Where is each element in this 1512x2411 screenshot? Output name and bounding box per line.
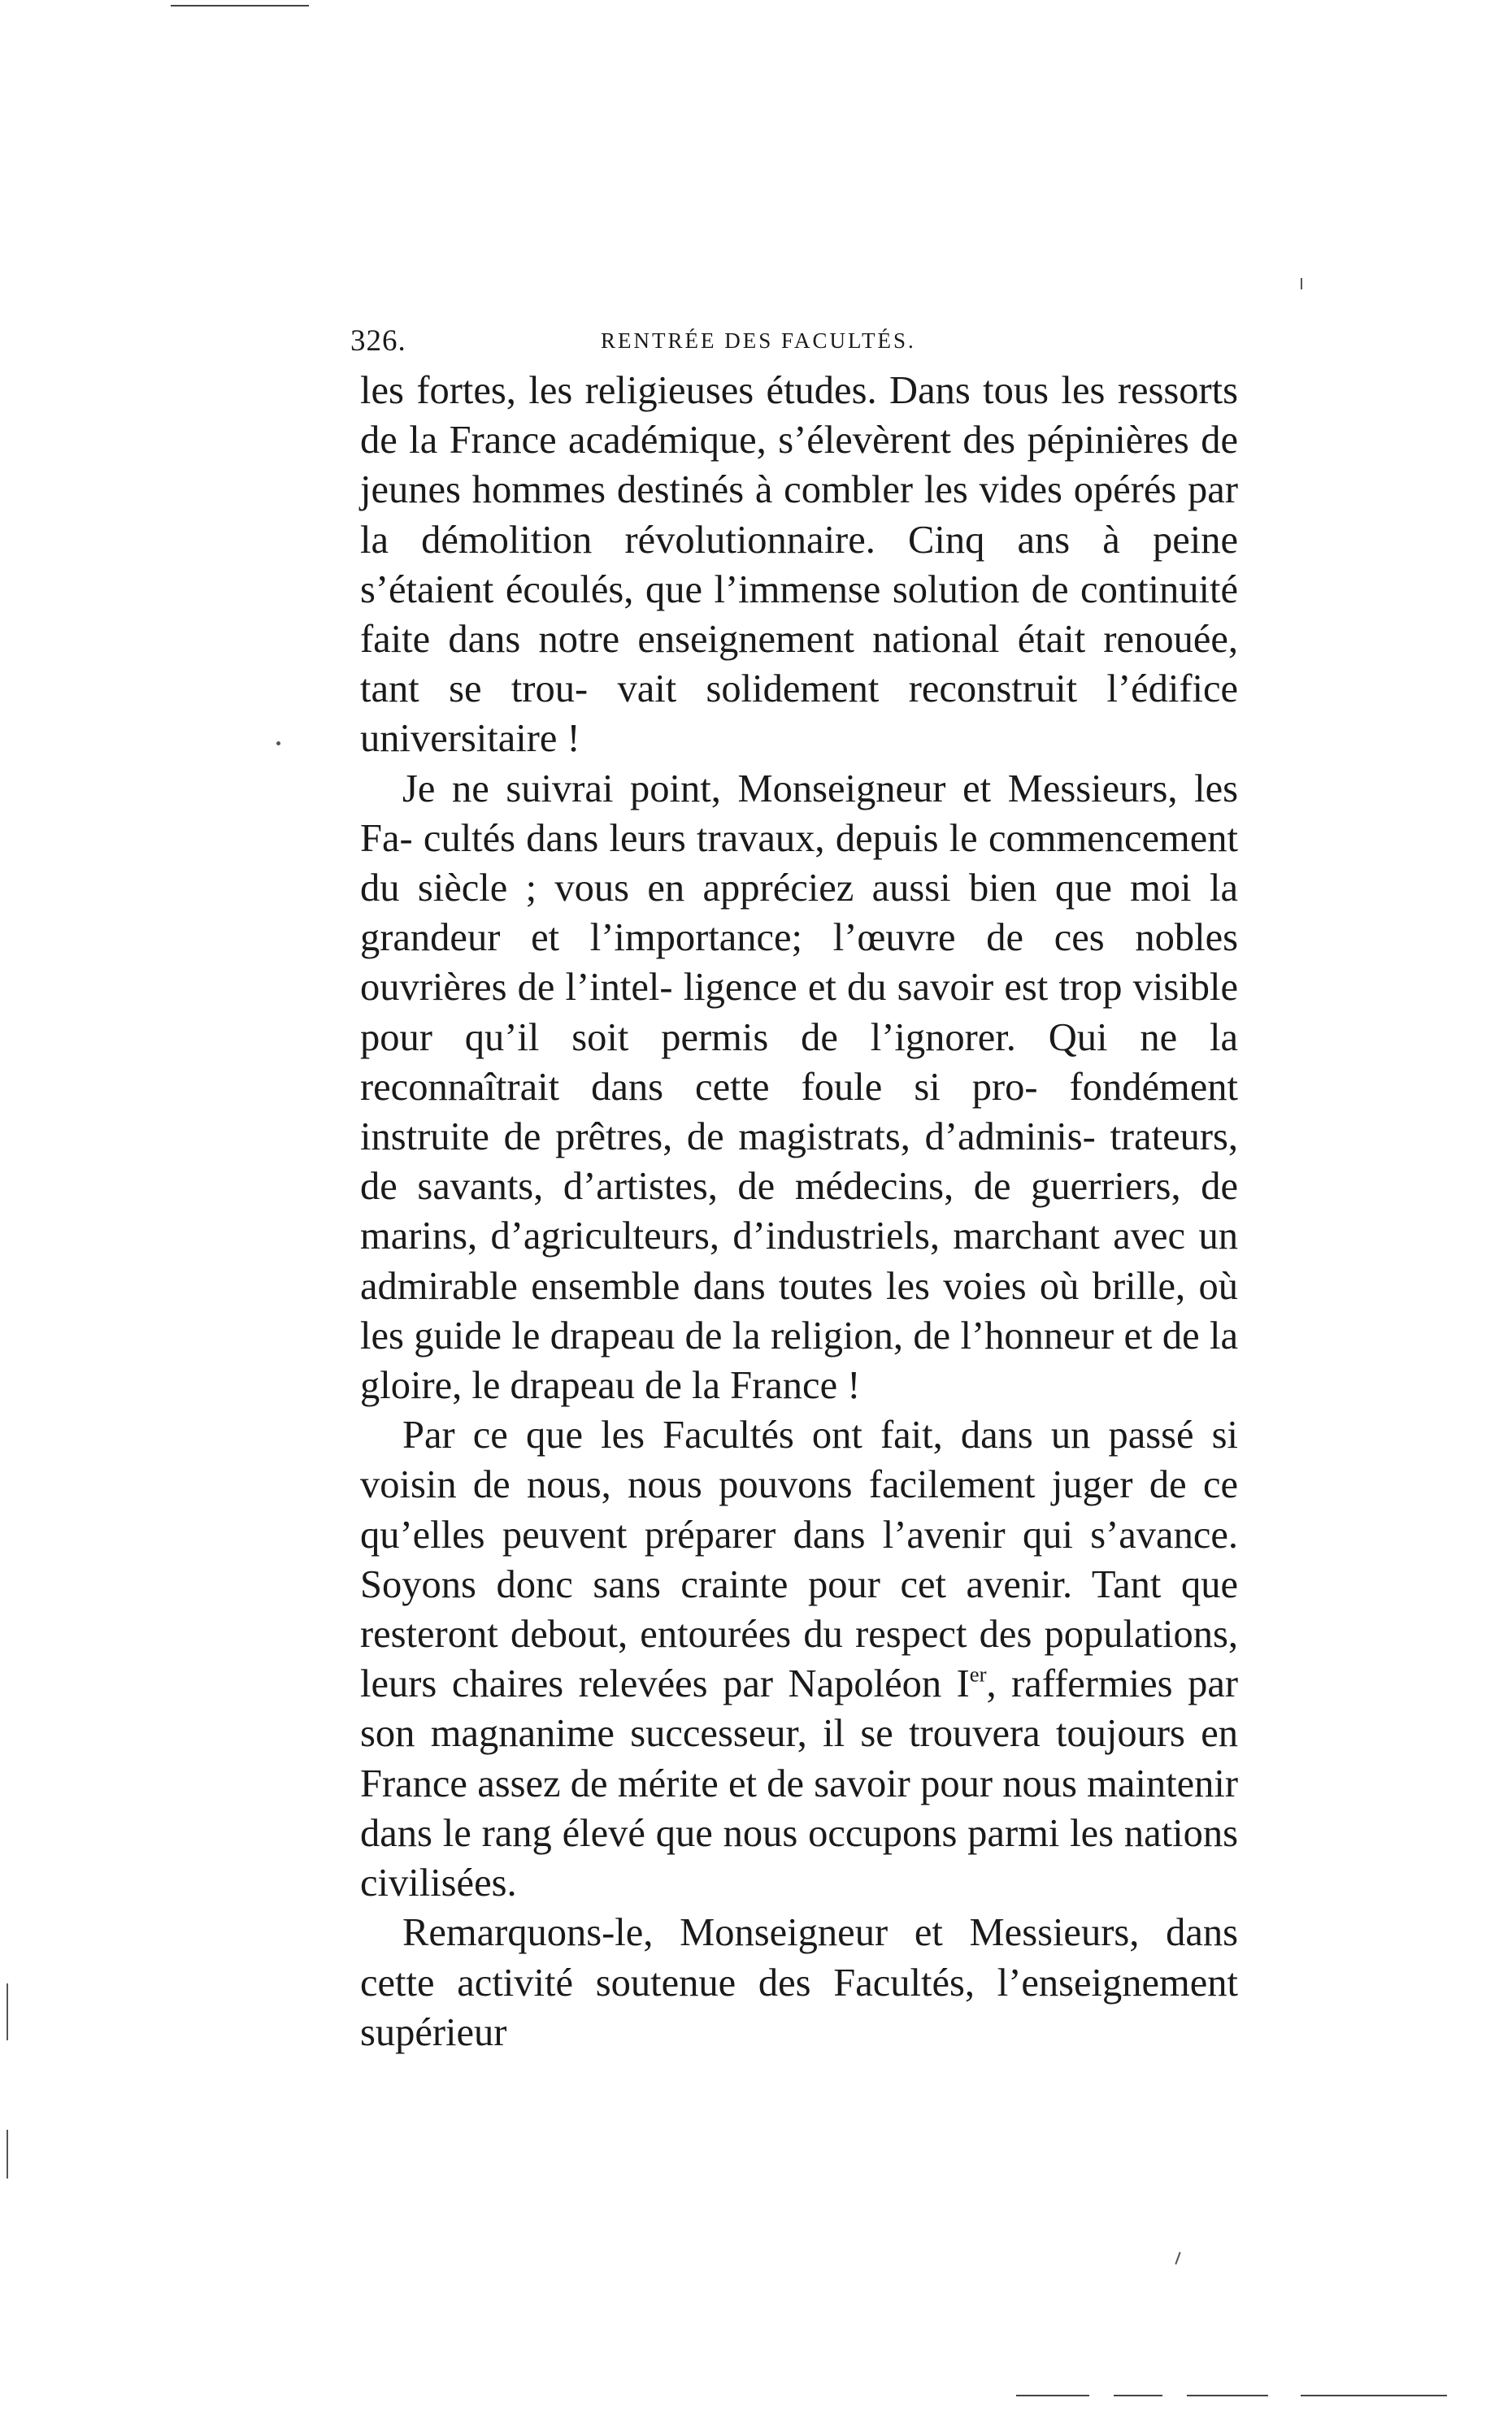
text-fragment: chaires relevées par Napoléon I bbox=[451, 1662, 970, 1706]
text-line: magnanime successeur, il se trouvera toujours en bbox=[430, 1712, 1239, 1756]
page-number: 326. bbox=[350, 324, 406, 358]
margin-mark bbox=[7, 2130, 8, 2179]
text-line: France assez de mérite et de savoir pour nous maintenir bbox=[360, 1762, 1238, 1805]
paragraph-3 bbox=[360, 1410, 1238, 1908]
text-line: la démolition révolutionnaire. Cinq ans à peine s’étaient bbox=[360, 518, 1238, 611]
margin-mark bbox=[276, 741, 280, 745]
page-header bbox=[350, 324, 1245, 364]
paragraph-1 bbox=[360, 366, 1238, 764]
running-head: RENTRÉE DES FACULTÉS. bbox=[601, 328, 916, 353]
text-fragment: , raffermies par son bbox=[360, 1662, 1239, 1756]
text-line: vait solidement reconstruit l’édifice universitaire ! bbox=[360, 667, 1239, 761]
text-line: peuvent préparer dans l’avenir qui s’avance. Soyons bbox=[360, 1513, 1238, 1606]
text-line: de la France académique, s’élevèrent des pépinières de bbox=[360, 419, 1238, 463]
bottom-edge-rule bbox=[1114, 2395, 1162, 2396]
margin-mark bbox=[1175, 2252, 1180, 2265]
text-line: trateurs, de savants, d’artistes, de médecins, de guerriers, bbox=[360, 1115, 1238, 1209]
text-line: Remarquons-le, Monseigneur et Messieurs, dans cette bbox=[360, 1911, 1238, 2005]
text-line: debout, entourées du respect des populations, leurs bbox=[360, 1613, 1239, 1706]
text-line: écoulés, que l’immense solution de continuité faite dans bbox=[360, 567, 1238, 662]
margin-mark bbox=[1301, 278, 1302, 289]
paragraph-2 bbox=[360, 764, 1238, 1411]
margin-mark bbox=[7, 1983, 8, 2040]
text-line: activité soutenue des Facultés, l’enseignement supérieur bbox=[360, 1961, 1238, 2054]
bottom-edge-rule bbox=[1301, 2395, 1447, 2396]
text-line: siècle ; vous en appréciez aussi bien que moi la grandeur bbox=[360, 867, 1238, 960]
text-line: un admirable ensemble dans toutes les voies où brille, où bbox=[360, 1214, 1239, 1308]
text-line: les guide le drapeau de la religion, de l’honneur et de la bbox=[360, 1314, 1238, 1358]
text-line: cultés dans leurs travaux, depuis le commencement du bbox=[360, 816, 1238, 910]
text-line: dans le rang élevé que nous occupons parmi les nations bbox=[360, 1811, 1238, 1855]
text-line: les fortes, les religieuses études. Dans tous les ressorts bbox=[360, 369, 1238, 412]
text-line: donc sans crainte pour cet avenir. Tant que resteront bbox=[360, 1562, 1238, 1657]
text-line: fondément instruite de prêtres, de magistrats, d’adminis- bbox=[360, 1065, 1239, 1159]
text-line: de marins, d’agriculteurs, d’industriels, marchant avec bbox=[360, 1165, 1238, 1258]
text-line: de nous, nous pouvons facilement juger de ce qu’elles bbox=[360, 1463, 1238, 1557]
text-line: l’ignorer. Qui ne la reconnaîtrait dans cette foule si pro- bbox=[360, 1015, 1239, 1109]
bottom-edge-rule bbox=[1187, 2395, 1268, 2396]
text-line: et l’importance; l’œuvre de ces nobles ouvrières de l’intel- bbox=[360, 916, 1238, 1010]
text-line: jeunes hommes destinés à combler les vides opérés par bbox=[360, 468, 1238, 512]
bottom-edge-rule bbox=[1016, 2395, 1089, 2396]
superscript: er bbox=[969, 1662, 987, 1687]
text-line: gloire, le drapeau de la France ! bbox=[360, 1364, 861, 1408]
text-line: civilisées. bbox=[360, 1861, 517, 1905]
text-line: Par ce que les Facultés ont fait, dans un passé si voisin bbox=[360, 1414, 1238, 1507]
body-text bbox=[360, 366, 1238, 2057]
text-line: notre enseignement national était renouée, tant se trou- bbox=[360, 618, 1238, 711]
paragraph-4 bbox=[360, 1908, 1238, 2057]
text-line: ligence et du savoir est trop visible pour qu’il soit permis de bbox=[360, 966, 1238, 1059]
top-edge-rule bbox=[171, 5, 309, 7]
text-line: Je ne suivrai point, Monseigneur et Messieurs, les Fa- bbox=[360, 767, 1238, 860]
